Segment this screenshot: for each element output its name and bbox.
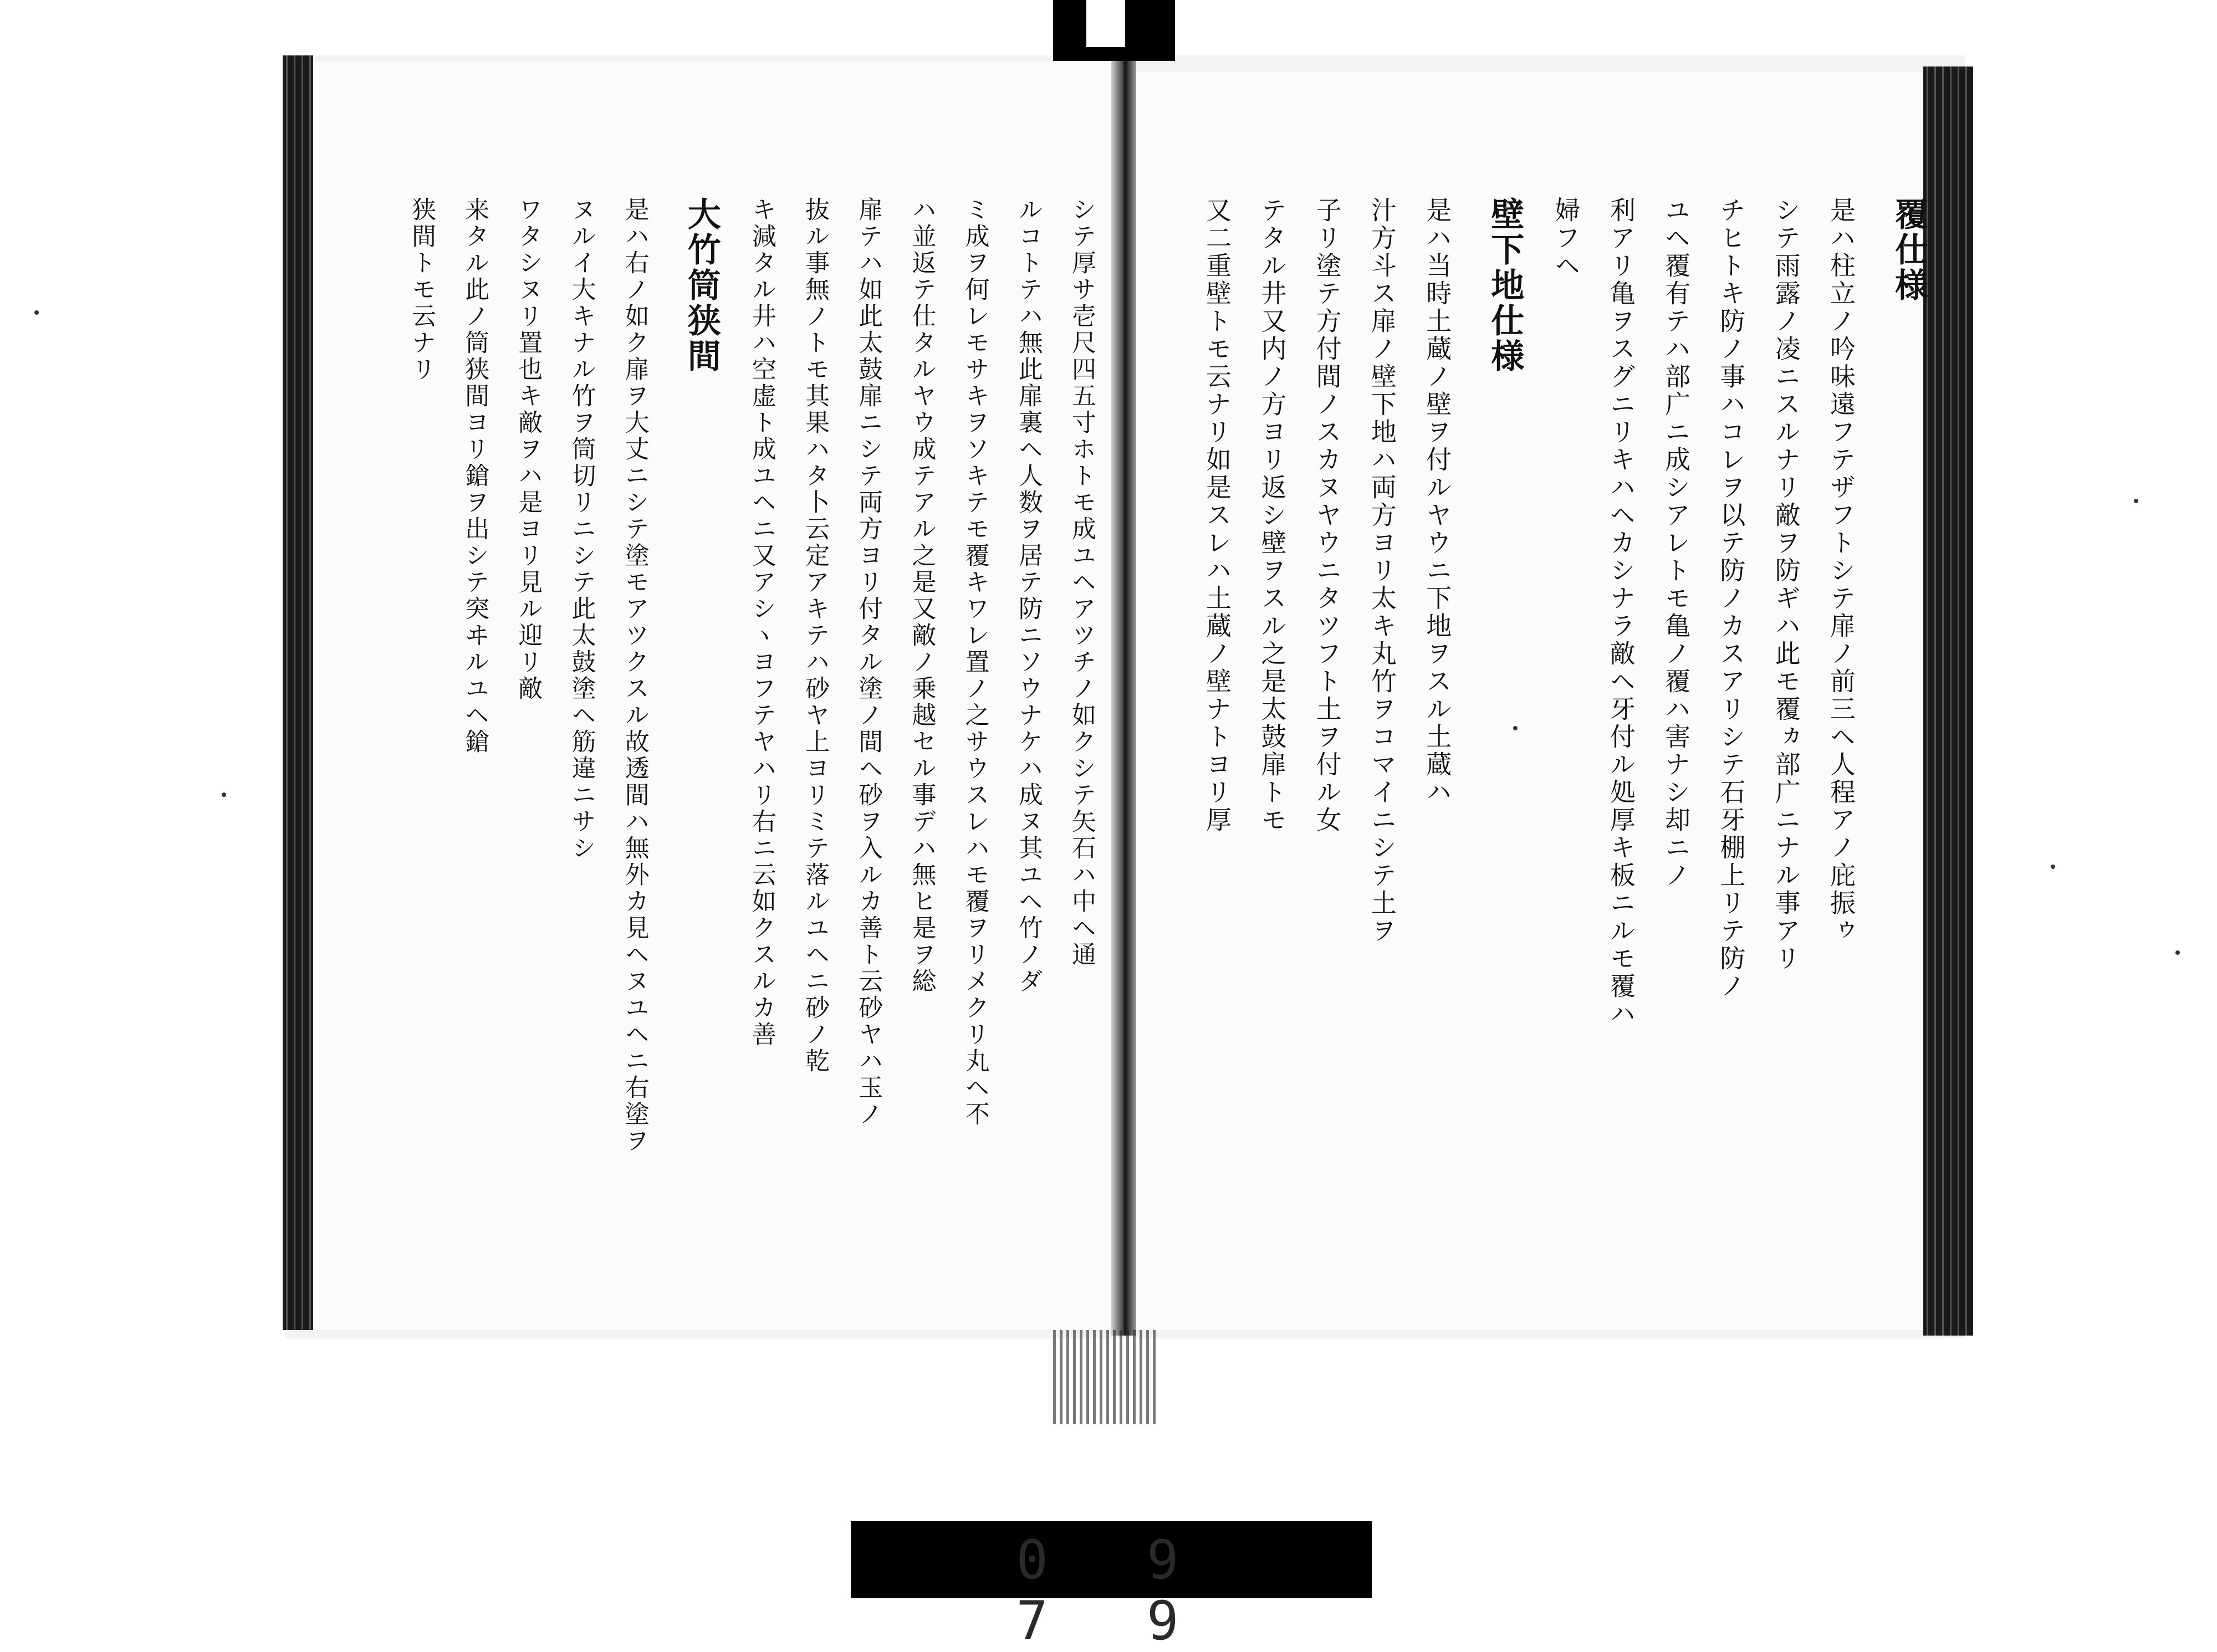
text-column: 婦フヘ <box>1551 197 1581 280</box>
section-heading-otake-tsutsu-hazama: 大竹筒狭間 <box>682 197 721 374</box>
text-column: 汁方斗ス扉ノ壁下地ハ両方ヨリ太キ丸竹ヲコマイニシテ土ヲ <box>1367 197 1397 945</box>
text-column: 利アリ亀ヲスグニリキハヘカシナラ敵ヘ牙付ル処厚キ板ニルモ覆ハ <box>1606 197 1636 1028</box>
scan-speck <box>34 310 39 315</box>
scan-speck <box>2051 865 2055 869</box>
text-column: シテ雨露ノ凌ニスルナリ敵ヲ防ギハ此モ覆ヵ部广ニナル事アリ <box>1771 197 1801 973</box>
right-page-text <box>1147 197 1934 1277</box>
text-column: ユヘ覆有テハ部广ニ成シアレトモ亀ノ覆ハ害ナシ却ニノ <box>1661 197 1692 889</box>
text-column: 又二重壁トモ云ナリ如是スレハ土蔵ノ壁ナトヨリ厚 <box>1202 197 1233 834</box>
section-heading-kabe-shitaji: 壁下地仕様 <box>1485 197 1525 374</box>
text-column: 是ハ柱立ノ吟味遠フテザフトシテ扉ノ前三ヘ人程アノ庇振ゥ <box>1826 197 1856 945</box>
left-page-edge <box>283 55 313 1330</box>
text-column: 扉テハ如此太鼓扉ニシテ両方ヨリ付タル塗ノ間ヘ砂ヲ入ルカ善ト云砂ヤハ玉ノ <box>854 197 883 1128</box>
text-column: テタル井又内ノ方ヨリ返シ壁ヲスル之是太鼓扉トモ <box>1257 197 1288 834</box>
text-column: 抜ル事無ノトモ其果ハタ卜云定アキテハ砂ヤ上ヨリミテ落ルユヘニ砂ノ乾 <box>801 197 830 1075</box>
text-column: 是ハ右ノ如ク扉ヲ大丈ニシテ塗モアツクスル故透間ハ無外カ見ヘヌユヘニ右塗ヲ <box>620 197 649 1154</box>
text-column: 来タル此ノ筒狭間ヨリ鎗ヲ出シテ突ヰルユヘ鎗 <box>461 197 489 755</box>
text-column: 是ハ当時土蔵ノ壁ヲ付ルヤウニ下地ヲスル土蔵ハ <box>1422 197 1453 806</box>
page-bottom-edges <box>1053 1330 1158 1424</box>
archive-stamp-number: 0 9 7 9 <box>1016 1529 1212 1652</box>
scan-speck <box>222 792 226 797</box>
text-column: ハ並返テ仕タルヤウ成テアル之是又敵ノ乗越セル事デハ無ヒ是ヲ総 <box>907 197 936 995</box>
scan-speck <box>1513 726 1518 730</box>
left-page-text <box>333 197 1100 1277</box>
book-gutter <box>1111 55 1136 1336</box>
text-column: ルコトテハ無此扉裏ヘ人数ヲ居テ防ニソウナケハ成ヌ其ユヘ竹ノダ <box>1014 197 1043 995</box>
binding-tab-gap <box>1086 0 1125 47</box>
text-column: チヒトキ防ノ事ハコレヲ以テ防ノカスアリシテ石牙棚上リテ防ノ <box>1716 197 1746 1000</box>
text-column: ヌルイ大キナル竹ヲ筒切リニシテ此太鼓塗ヘ筋違ニサシ <box>567 197 596 862</box>
section-heading-kutsugae: 覆仕様 <box>1889 197 1928 303</box>
text-column: ミ成ヲ何レモサキヲソキテモ覆キワレ置ノ之サウスレハモ覆ヲリメクリ丸ヘ不 <box>961 197 989 1128</box>
scan-speck <box>2134 499 2138 503</box>
text-column: シテ厚サ壱尺四五寸ホトモ成ユヘアツチノ如クシテ矢石ハ中ヘ通 <box>1067 197 1096 968</box>
scan-speck <box>2175 950 2180 955</box>
text-column: 狭間トモ云ナリ <box>407 197 436 383</box>
text-column: ワタシヌリ置也キ敵ヲハ是ヨリ見ル迎リ敵 <box>514 197 543 702</box>
text-column: 子リ塗テ方付間ノスカヌヤウニタツフト土ヲ付ル女 <box>1312 197 1342 834</box>
text-column: キ減タル井ハ空虚ト成ユヘニ又アシヽヨフテヤハリ右ニ云如クスルカ善 <box>747 197 776 1048</box>
